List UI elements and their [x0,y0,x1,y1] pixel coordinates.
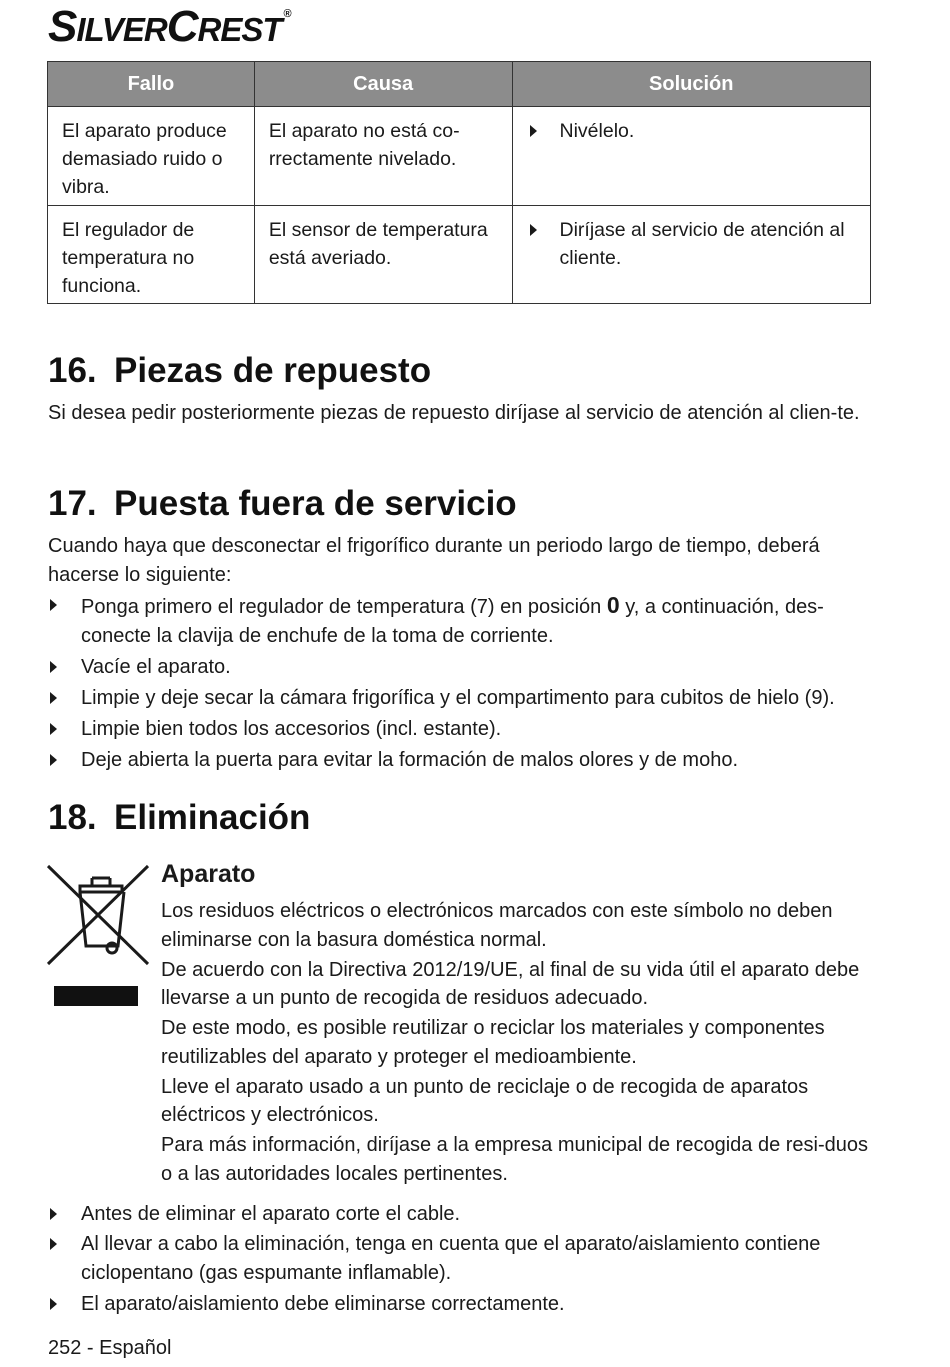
disposal-paragraph: Para más información, diríjase a la empresa municipal de recogida de resi-duos o a las autoridades locales pertinentes. [161,1134,869,1185]
fault-cell: El regulador de temperatura no funciona. [48,206,255,304]
section-18-heading: 18. Eliminación [48,798,311,837]
section-16-text: Si desea pedir posteriormente piezas de repuesto diríjase al servicio de atención al clien-te. [48,402,860,424]
section-17-heading: 17. Puesta fuera de servicio [48,484,517,523]
cause-cell: El sensor de temperatura está averiado. [254,206,512,304]
section-18-list [48,1200,878,1319]
page-footer: 252 - Español [48,1337,172,1359]
table-header-row [48,62,871,107]
section-17-list [48,591,878,775]
solution-cell [512,206,870,304]
disposal-paragraph: De acuerdo con la Directiva 2012/19/UE, al final de su vida útil el aparato debe llevarse a un punto de recogida de residuos adecuado. [161,958,860,1009]
disposal-paragraph: Los residuos eléctricos o electrónicos marcados con este símbolo no deben eliminarse con la basura doméstica normal. [161,900,833,951]
solution-text: Diríjase al servicio de atención al cliente. [526,216,856,272]
solution-cell [512,107,870,206]
cause-cell: El aparato no está co-rrectamente nivelado. [254,107,512,206]
weee-crossed-bin-icon [46,864,150,1010]
list-item: Ponga primero el regulador de temperatura (7) en posición 0 y, a continuación, des-conecte la clavija de enchufe de la toma de corriente. [48,591,878,651]
list-item: Antes de eliminar el aparato corte el cable. [48,1200,878,1229]
section-16-heading: 16. Piezas de repuesto [48,351,432,390]
table-row [48,107,871,206]
section-17-intro: Cuando haya que desconectar el frigorífico durante un periodo largo de tiempo, deberá hacerse lo siguiente: [48,535,820,586]
list-item: Vacíe el aparato. [48,653,878,682]
list-item: Limpie y deje secar la cámara frigorífica y el compartimento para cubitos de hielo (9). [48,684,878,713]
troubleshooting-table [47,61,871,304]
solution-text: Nivélelo. [526,117,856,145]
list-item: El aparato/aislamiento debe eliminarse correctamente. [48,1290,878,1319]
list-item: Deje abierta la puerta para evitar la formación de malos olores y de moho. [48,746,878,775]
list-item: Limpie bien todos los accesorios (incl. estante). [48,715,878,744]
table-row [48,206,871,304]
list-item: Al llevar a cabo la eliminación, tenga en cuenta que el aparato/aislamiento contiene ciclopentano (gas espumante inflamable). [48,1230,878,1288]
disposal-paragraph: Lleve el aparato usado a un punto de reciclaje o de recogida de aparatos eléctricos y electrónicos. [161,1075,809,1126]
brand-logo: SILVERCREST ® [48,2,291,51]
disposal-text [161,897,871,1190]
fault-cell: El aparato produce demasiado ruido o vibra. [48,107,255,206]
header-fault: Fallo [48,62,255,107]
header-solution: Solución [512,62,870,107]
section-18-subheading: Aparato [161,860,256,888]
header-cause: Causa [254,62,512,107]
disposal-paragraph: De este modo, es posible reutilizar o reciclar los materiales y componentes reutilizables del aparato y proteger el medioambiente. [161,1017,825,1068]
